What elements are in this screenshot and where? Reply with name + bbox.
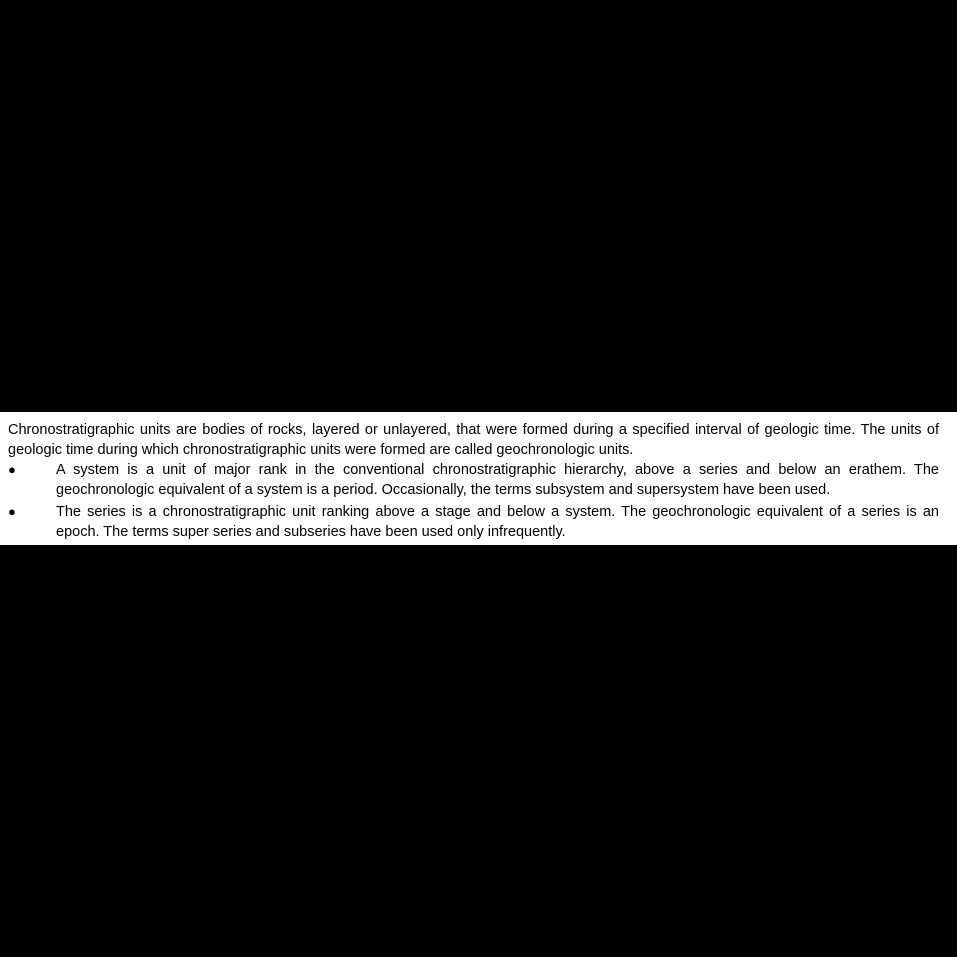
text-panel — [0, 412, 957, 545]
list-item-text: A system is a unit of major rank in the conventional chronostratigraphic hierarchy, above a series and below an erathem. The geochronologic equivalent of a system is a period. Occasionally, the terms subsystem and supersystem have been used. — [56, 462, 939, 498]
list-item-system — [8, 460, 939, 500]
bullet-icon: ● — [8, 504, 16, 519]
list-item-series — [8, 502, 939, 542]
intro-paragraph: Chronostratigraphic units are bodies of rocks, layered or unlayered, that were formed during a specified interval of geologic time. The units of geologic time during which chronostratigraphic units were formed are called geochronologic units. — [8, 422, 939, 458]
bullet-icon: ● — [8, 462, 16, 477]
bullet-list — [8, 460, 939, 542]
list-item-text: The series is a chronostratigraphic unit ranking above a stage and below a system. The geochronologic equivalent of a series is an epoch. The terms super series and subseries have been used only infrequently. — [56, 504, 939, 540]
